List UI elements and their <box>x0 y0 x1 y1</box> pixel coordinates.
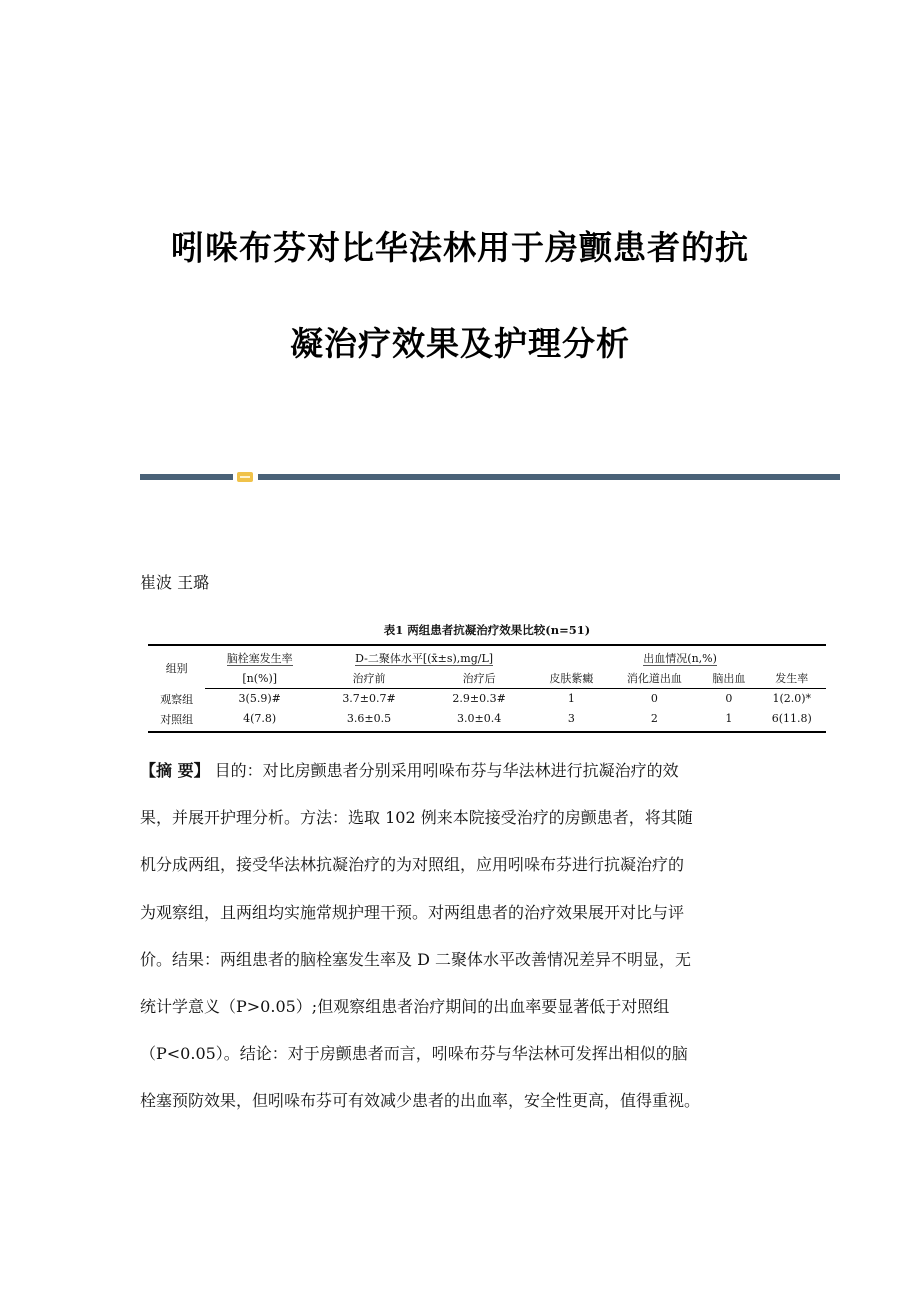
header-group: 组别 <box>148 645 205 689</box>
table-row <box>148 709 826 732</box>
header-ddimer: D-二聚体水平[(x̄±s),mg/L] <box>314 645 534 668</box>
table-cell: 4(7.8) <box>205 709 314 732</box>
header-bleeding: 出血情况(n,%) <box>534 645 826 668</box>
table-cell: 1(2.0)* <box>772 692 812 706</box>
table-cell: 1 <box>700 709 757 732</box>
header-after: 治疗后 <box>424 668 534 689</box>
table-cell: 观察组 <box>160 692 194 706</box>
header-rate: 发生率 <box>758 668 826 689</box>
results-table <box>148 622 826 733</box>
abstract-line: 机分成两组，接受华法林抗凝治疗的为对照组，应用吲哚布芬进行抗凝治疗的 <box>140 855 685 875</box>
header-purpura: 皮肤紫癜 <box>534 668 608 689</box>
abstract-line: 【摘 要】 目的：对比房颤患者分别采用吲哚布芬与华法林进行抗凝治疗的效 <box>140 761 679 780</box>
title-divider <box>140 472 840 482</box>
table-cell: 0 <box>650 692 658 706</box>
table-cell: 3 <box>534 709 608 732</box>
table-cell: 3(5.9)# <box>238 692 281 706</box>
header-brain-bleeding: 脑出血 <box>700 668 757 689</box>
abstract-line: 为观察组，且两组均实施常规护理干预。对两组患者的治疗效果展开对比与评 <box>140 902 685 922</box>
table-cell: 1 <box>567 692 575 706</box>
table-cell: 3.0±0.4 <box>424 709 534 732</box>
abstract-line: 栓塞预防效果，但吲哚布芬可有效减少患者的出血率，安全性更高，值得重视。 <box>140 1091 701 1111</box>
abstract-line: （P<0.05）。结论：对于房颤患者而言，吲哚布芬与华法林可发挥出相似的脑 <box>140 1044 688 1064</box>
header-infarction-unit: [n(%)] <box>205 668 314 689</box>
title-line-2: 凝治疗效果及护理分析 <box>290 324 630 363</box>
table-caption: 表1 两组患者抗凝治疗效果比较(n=51) <box>383 623 591 637</box>
abstract-line: 统计学意义（P>0.05）;但观察组患者治疗期间的出血率要显著低于对照组 <box>140 996 670 1016</box>
table-cell: 2 <box>609 709 701 732</box>
header-gi-bleeding: 消化道出血 <box>609 668 701 689</box>
abstract-line: 价。结果：两组患者的脑栓塞发生率及 D 二聚体水平改善情况差异不明显，无 <box>140 949 692 969</box>
header-before: 治疗前 <box>314 668 424 689</box>
table-cell: 2.9±0.3# <box>452 692 506 706</box>
table-cell: 3.7±0.7# <box>342 692 396 706</box>
divider-bar-left <box>140 474 233 480</box>
divider-marker-icon <box>237 472 253 482</box>
table-cell: 6(11.8) <box>758 709 826 732</box>
divider-bar-right <box>258 474 840 480</box>
table-cell: 0 <box>725 692 733 706</box>
abstract-tag: 【摘 要】 <box>140 761 210 780</box>
authors: 崔波 王璐 <box>140 573 210 592</box>
table-cell: 对照组 <box>148 709 205 732</box>
table-row <box>148 689 826 709</box>
table-cell: 3.6±0.5 <box>314 709 424 732</box>
abstract <box>140 747 800 1125</box>
header-infarction: 脑栓塞发生率 <box>205 645 314 668</box>
abstract-line: 果，并展开护理分析。方法：选取 102 例来本院接受治疗的房颤患者，将其随 <box>140 808 693 828</box>
title-line-1: 吲哚布芬对比华法林用于房颤患者的抗 <box>171 228 749 267</box>
